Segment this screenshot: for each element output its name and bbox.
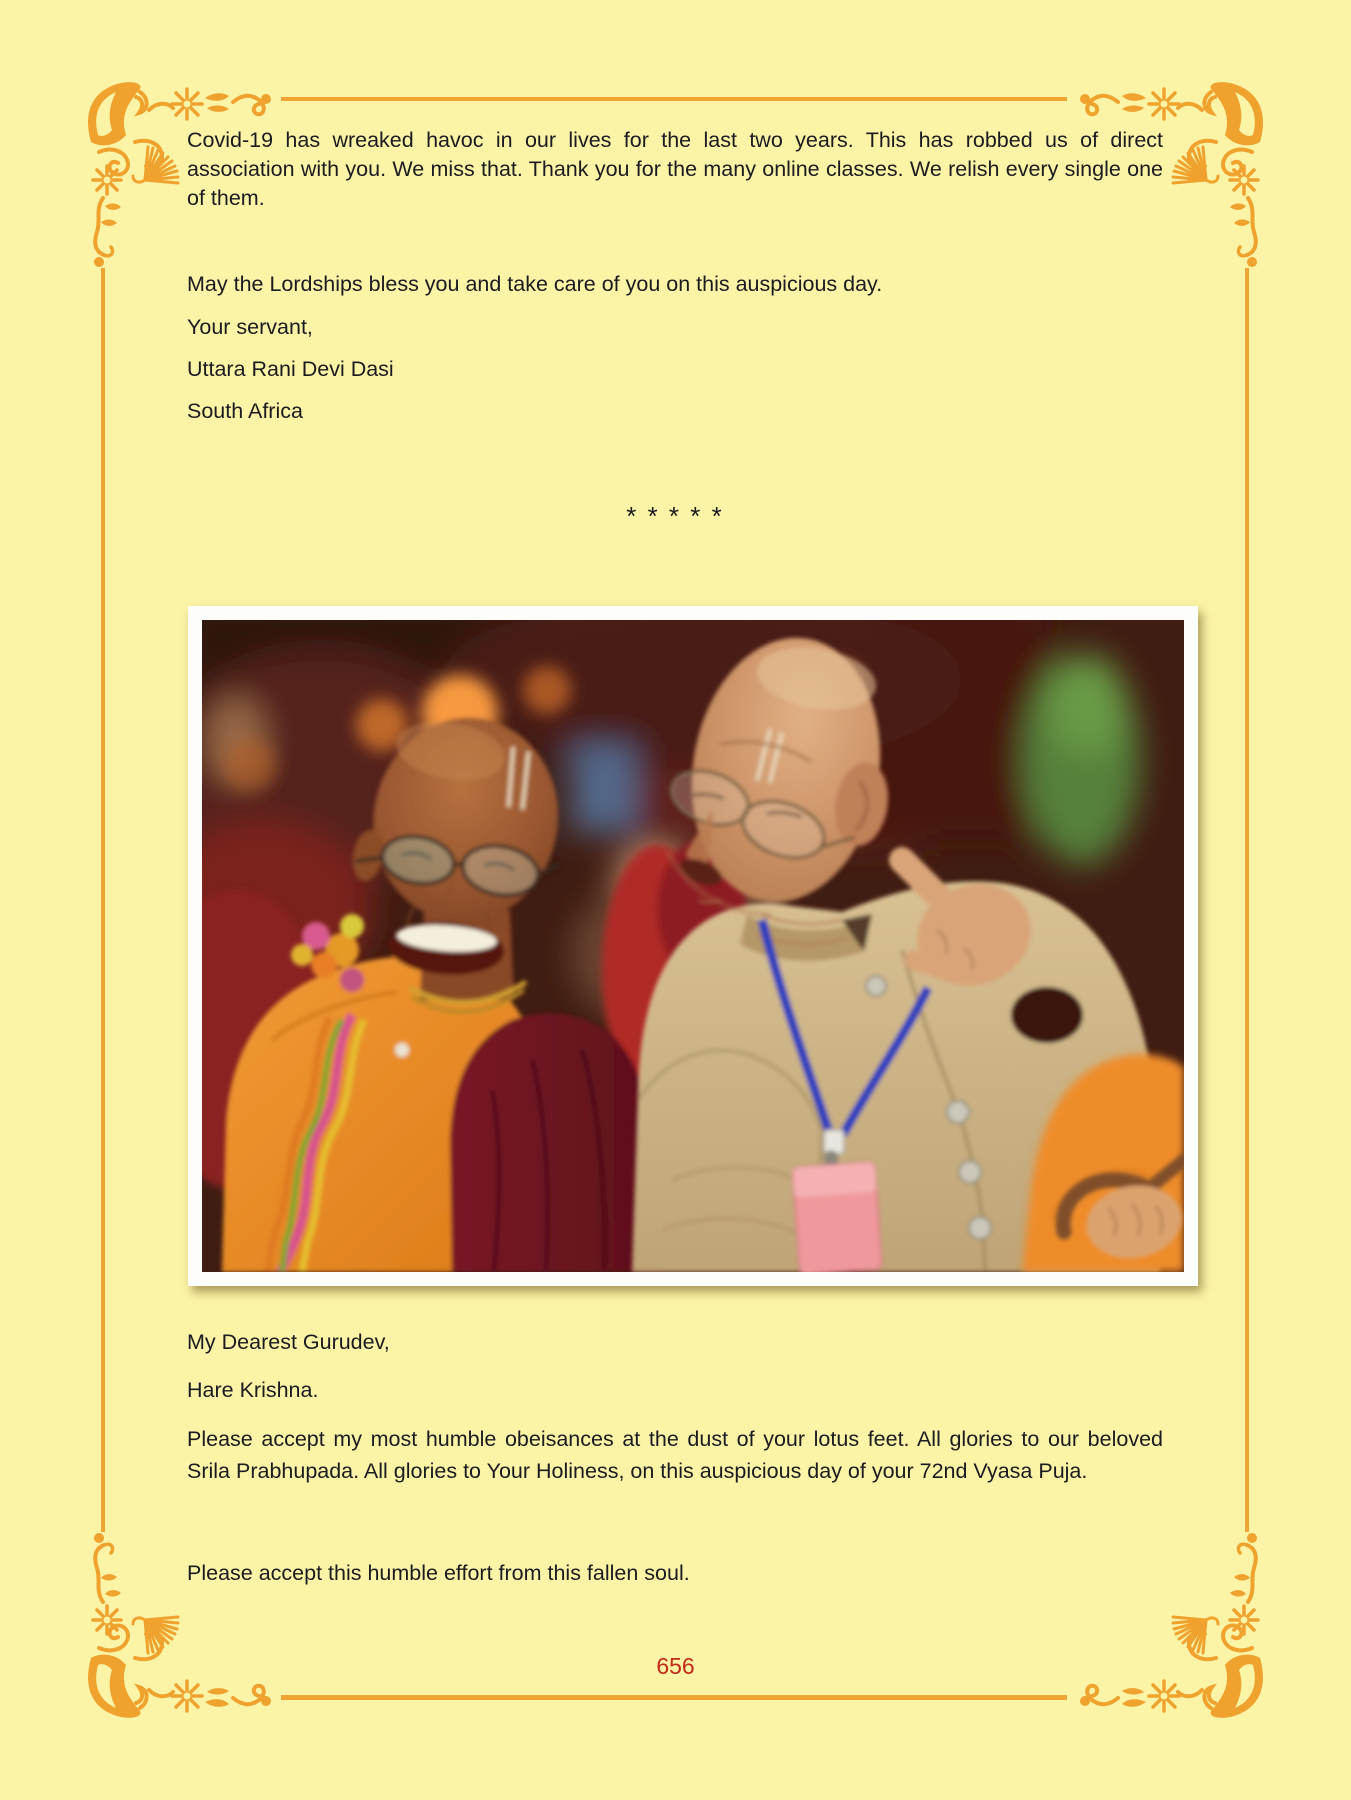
page-number: 656 <box>656 1653 695 1679</box>
signature-name: Uttara Rani Devi Dasi <box>187 357 394 381</box>
paragraph-effort: Please accept this humble effort from this fallen soul. <box>187 1561 690 1585</box>
paragraph-obeisances: Please accept my most humble obeisances at the dust of your lotus feet. All glories to our beloved Srila Prabhupada. All glories to Your Holiness, on this auspicious day of your 72nd Vyasa Puja. <box>187 1427 1163 1483</box>
photograph <box>188 606 1198 1286</box>
signoff-line: Your servant, <box>187 315 313 339</box>
asterisk-separator: * * * * * <box>626 501 724 531</box>
photo-two-devotees <box>202 620 1184 1272</box>
border-line-right <box>1245 268 1249 1532</box>
paragraph-blessing: May the Lordships bless you and take care of you on this auspicious day. <box>187 272 883 296</box>
signature-location: South Africa <box>187 399 303 423</box>
border-line-left <box>101 268 105 1532</box>
letter-lower-block <box>187 1328 1163 1588</box>
salutation-line: My Dearest Gurudev, <box>187 1330 390 1354</box>
paragraph-covid: Covid-19 has wreaked havoc in our lives for the last two years. This has robbed us of direct association with you. We miss that. Thank you for the many online classes. We relish every single one of them. <box>187 128 1163 210</box>
border-line-bottom <box>281 1695 1067 1700</box>
border-line-top <box>281 97 1067 101</box>
letter-upper-block <box>187 126 1163 531</box>
greeting-line: Hare Krishna. <box>187 1378 319 1402</box>
